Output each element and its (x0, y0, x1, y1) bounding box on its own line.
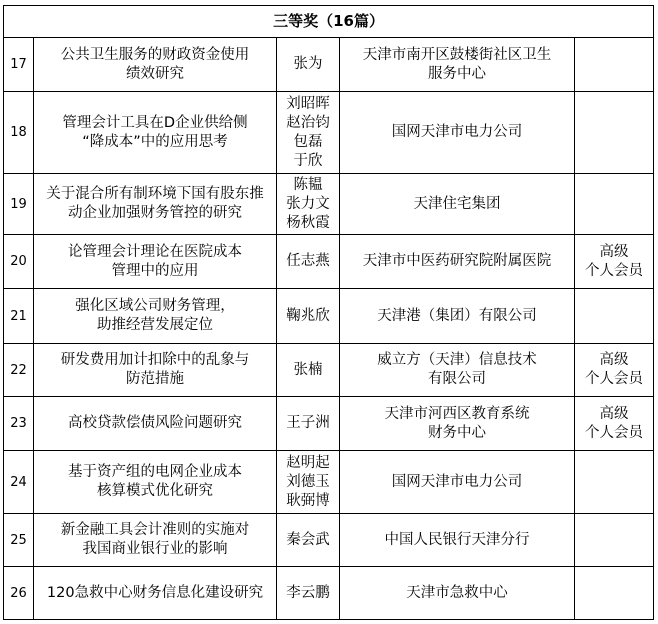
row-number: 17 (4, 38, 34, 92)
table-row (4, 92, 654, 174)
membership (575, 38, 654, 92)
row-number: 20 (4, 235, 34, 289)
authors: 张楠 (277, 344, 340, 397)
organization: 国网天津市电力公司 (340, 92, 575, 174)
membership: 高级 个人会员 (575, 344, 654, 397)
table-row (4, 289, 654, 344)
authors: 任志燕 (277, 235, 340, 289)
table-row (4, 235, 654, 289)
table-row (4, 514, 654, 567)
organization: 天津市急救中心 (340, 567, 575, 620)
paper-title: 基于资产组的电网企业成本 核算模式优化研究 (34, 451, 277, 514)
paper-title: 新金融工具会计准则的实施对 我国商业银行业的影响 (34, 514, 277, 567)
awards-table (3, 5, 654, 620)
row-number: 24 (4, 451, 34, 514)
section-header-row (4, 6, 654, 38)
table-row (4, 397, 654, 451)
membership (575, 289, 654, 344)
authors: 李云鹏 (277, 567, 340, 620)
organization: 天津港（集团）有限公司 (340, 289, 575, 344)
table-row (4, 344, 654, 397)
row-number: 26 (4, 567, 34, 620)
table-row (4, 451, 654, 514)
authors: 刘昭晖 赵治钧 包磊 于欣 (277, 92, 340, 174)
paper-title: 120急救中心财务信息化建设研究 (34, 567, 277, 620)
row-number: 21 (4, 289, 34, 344)
paper-title: 关于混合所有制环境下国有股东推 动企业加强财务管控的研究 (34, 174, 277, 235)
membership (575, 92, 654, 174)
membership: 高级 个人会员 (575, 235, 654, 289)
row-number: 22 (4, 344, 34, 397)
organization: 天津市河西区教育系统 财务中心 (340, 397, 575, 451)
paper-title: 研发费用加计扣除中的乱象与 防范措施 (34, 344, 277, 397)
organization: 国网天津市电力公司 (340, 451, 575, 514)
organization: 威立方（天津）信息技术 有限公司 (340, 344, 575, 397)
paper-title: 管理会计工具在D企业供给侧 “降成本”中的应用思考 (34, 92, 277, 174)
organization: 天津市南开区鼓楼街社区卫生 服务中心 (340, 38, 575, 92)
table-row (4, 174, 654, 235)
authors: 王子洲 (277, 397, 340, 451)
authors: 鞠兆欣 (277, 289, 340, 344)
table-row (4, 38, 654, 92)
membership (575, 451, 654, 514)
authors: 赵明起 刘德玉 耿弼博 (277, 451, 340, 514)
paper-title: 公共卫生服务的财政资金使用 绩效研究 (34, 38, 277, 92)
authors: 秦会武 (277, 514, 340, 567)
paper-title: 高校贷款偿债风险问题研究 (34, 397, 277, 451)
membership (575, 514, 654, 567)
organization: 天津市中医药研究院附属医院 (340, 235, 575, 289)
row-number: 25 (4, 514, 34, 567)
organization: 中国人民银行天津分行 (340, 514, 575, 567)
membership (575, 174, 654, 235)
membership (575, 567, 654, 620)
row-number: 23 (4, 397, 34, 451)
paper-title: 论管理会计理论在医院成本 管理中的应用 (34, 235, 277, 289)
table-row (4, 567, 654, 620)
row-number: 18 (4, 92, 34, 174)
paper-title: 强化区域公司财务管理， 助推经营发展定位 (34, 289, 277, 344)
membership: 高级 个人会员 (575, 397, 654, 451)
authors: 陈韫 张力文 杨秋霞 (277, 174, 340, 235)
organization: 天津住宅集团 (340, 174, 575, 235)
row-number: 19 (4, 174, 34, 235)
section-title: 三等奖（16篇） (4, 6, 654, 38)
authors: 张为 (277, 38, 340, 92)
